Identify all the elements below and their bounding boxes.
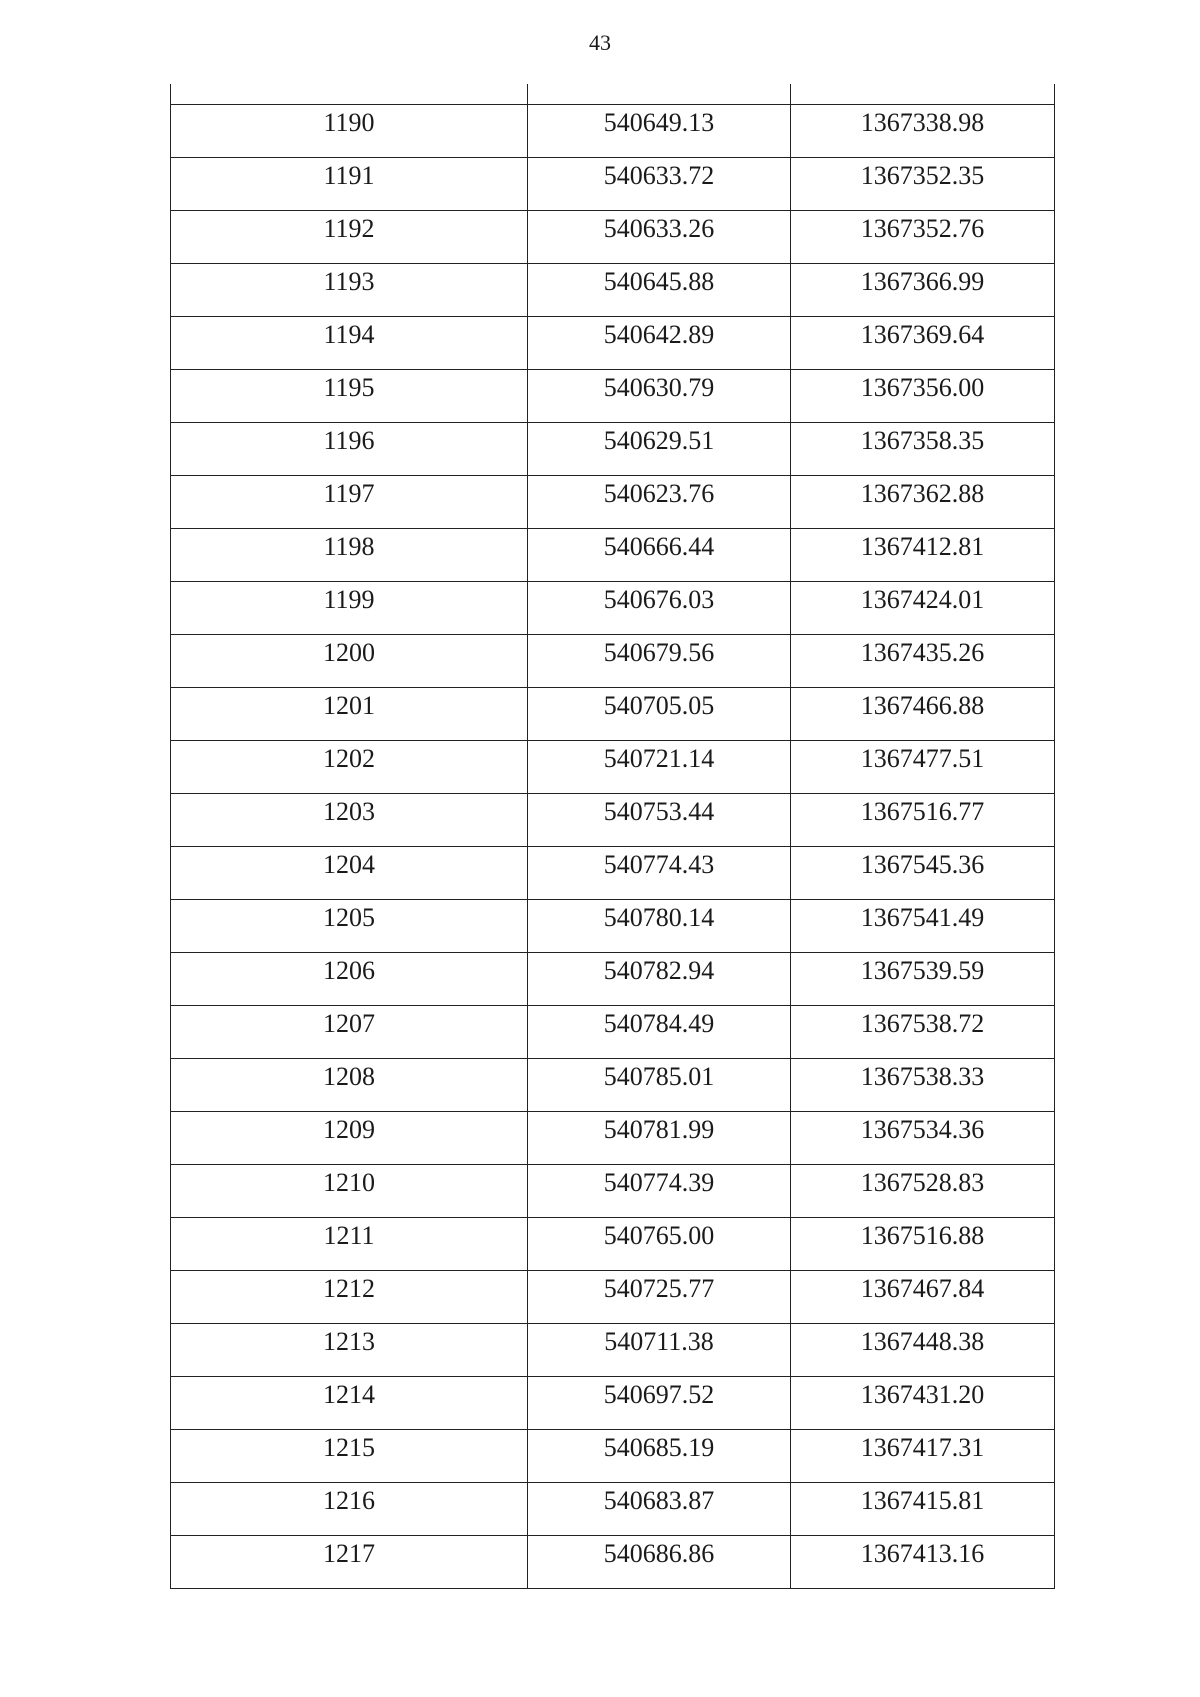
- table-row: [171, 157, 1055, 210]
- y-coordinate-cell: 1367356.00: [791, 369, 1055, 422]
- x-coordinate-cell: 540697.52: [528, 1376, 791, 1429]
- table-cell: [171, 84, 528, 104]
- table-row: [171, 316, 1055, 369]
- x-coordinate-cell: 540781.99: [528, 1111, 791, 1164]
- table-row: [171, 210, 1055, 263]
- point-number-cell: 1208: [171, 1058, 528, 1111]
- point-number-cell: 1206: [171, 952, 528, 1005]
- y-coordinate-cell: 1367477.51: [791, 740, 1055, 793]
- point-number-cell: 1217: [171, 1535, 528, 1588]
- table-row: [171, 475, 1055, 528]
- table-row: [171, 1429, 1055, 1482]
- point-number-cell: 1197: [171, 475, 528, 528]
- table-row: [171, 369, 1055, 422]
- y-coordinate-cell: 1367528.83: [791, 1164, 1055, 1217]
- x-coordinate-cell: 540774.43: [528, 846, 791, 899]
- y-coordinate-cell: 1367448.38: [791, 1323, 1055, 1376]
- point-number-cell: 1198: [171, 528, 528, 581]
- table-row: [171, 1058, 1055, 1111]
- point-number-cell: 1195: [171, 369, 528, 422]
- point-number-cell: 1210: [171, 1164, 528, 1217]
- point-number-cell: 1192: [171, 210, 528, 263]
- point-number-cell: 1216: [171, 1482, 528, 1535]
- point-number-cell: 1203: [171, 793, 528, 846]
- x-coordinate-cell: 540623.76: [528, 475, 791, 528]
- table-cell: [528, 84, 791, 104]
- table-row: [171, 1217, 1055, 1270]
- table-row: [171, 422, 1055, 475]
- x-coordinate-cell: 540686.86: [528, 1535, 791, 1588]
- x-coordinate-cell: 540630.79: [528, 369, 791, 422]
- x-coordinate-cell: 540666.44: [528, 528, 791, 581]
- table-row: [171, 846, 1055, 899]
- x-coordinate-cell: 540633.72: [528, 157, 791, 210]
- table-row: [171, 1482, 1055, 1535]
- y-coordinate-cell: 1367413.16: [791, 1535, 1055, 1588]
- y-coordinate-cell: 1367415.81: [791, 1482, 1055, 1535]
- point-number-cell: 1202: [171, 740, 528, 793]
- x-coordinate-cell: 540765.00: [528, 1217, 791, 1270]
- table-row: [171, 740, 1055, 793]
- table-row: [171, 528, 1055, 581]
- point-number-cell: 1200: [171, 634, 528, 687]
- y-coordinate-cell: 1367466.88: [791, 687, 1055, 740]
- table-row: [171, 952, 1055, 1005]
- table-continuation-row: [171, 84, 1055, 104]
- x-coordinate-cell: 540676.03: [528, 581, 791, 634]
- x-coordinate-cell: 540784.49: [528, 1005, 791, 1058]
- y-coordinate-cell: 1367352.76: [791, 210, 1055, 263]
- x-coordinate-cell: 540633.26: [528, 210, 791, 263]
- y-coordinate-cell: 1367541.49: [791, 899, 1055, 952]
- y-coordinate-cell: 1367424.01: [791, 581, 1055, 634]
- table-row: [171, 687, 1055, 740]
- y-coordinate-cell: 1367366.99: [791, 263, 1055, 316]
- table-row: [171, 104, 1055, 157]
- table-row: [171, 634, 1055, 687]
- point-number-cell: 1194: [171, 316, 528, 369]
- point-number-cell: 1215: [171, 1429, 528, 1482]
- x-coordinate-cell: 540785.01: [528, 1058, 791, 1111]
- page-number: 43: [589, 30, 611, 55]
- y-coordinate-cell: 1367539.59: [791, 952, 1055, 1005]
- table-row: [171, 1164, 1055, 1217]
- point-number-cell: 1193: [171, 263, 528, 316]
- y-coordinate-cell: 1367369.64: [791, 316, 1055, 369]
- x-coordinate-cell: 540782.94: [528, 952, 791, 1005]
- table-row: [171, 1270, 1055, 1323]
- y-coordinate-cell: 1367516.88: [791, 1217, 1055, 1270]
- x-coordinate-cell: 540774.39: [528, 1164, 791, 1217]
- y-coordinate-cell: 1367545.36: [791, 846, 1055, 899]
- table-row: [171, 793, 1055, 846]
- table-cell: [791, 84, 1055, 104]
- point-number-cell: 1201: [171, 687, 528, 740]
- coordinates-table: [170, 84, 1055, 1589]
- table-row: [171, 1111, 1055, 1164]
- x-coordinate-cell: 540753.44: [528, 793, 791, 846]
- x-coordinate-cell: 540721.14: [528, 740, 791, 793]
- table-row: [171, 1005, 1055, 1058]
- x-coordinate-cell: 540645.88: [528, 263, 791, 316]
- point-number-cell: 1207: [171, 1005, 528, 1058]
- point-number-cell: 1196: [171, 422, 528, 475]
- x-coordinate-cell: 540685.19: [528, 1429, 791, 1482]
- y-coordinate-cell: 1367538.72: [791, 1005, 1055, 1058]
- point-number-cell: 1209: [171, 1111, 528, 1164]
- x-coordinate-cell: 540649.13: [528, 104, 791, 157]
- table-row: [171, 581, 1055, 634]
- y-coordinate-cell: 1367516.77: [791, 793, 1055, 846]
- y-coordinate-cell: 1367467.84: [791, 1270, 1055, 1323]
- table-row: [171, 1535, 1055, 1588]
- y-coordinate-cell: 1367358.35: [791, 422, 1055, 475]
- x-coordinate-cell: 540679.56: [528, 634, 791, 687]
- point-number-cell: 1214: [171, 1376, 528, 1429]
- x-coordinate-cell: 540780.14: [528, 899, 791, 952]
- x-coordinate-cell: 540629.51: [528, 422, 791, 475]
- coordinates-table-body: [171, 84, 1055, 1588]
- point-number-cell: 1204: [171, 846, 528, 899]
- table-row: [171, 1376, 1055, 1429]
- x-coordinate-cell: 540725.77: [528, 1270, 791, 1323]
- x-coordinate-cell: 540642.89: [528, 316, 791, 369]
- y-coordinate-cell: 1367412.81: [791, 528, 1055, 581]
- table-row: [171, 1323, 1055, 1376]
- point-number-cell: 1199: [171, 581, 528, 634]
- y-coordinate-cell: 1367352.35: [791, 157, 1055, 210]
- table-row: [171, 899, 1055, 952]
- y-coordinate-cell: 1367338.98: [791, 104, 1055, 157]
- point-number-cell: 1205: [171, 899, 528, 952]
- point-number-cell: 1212: [171, 1270, 528, 1323]
- table-row: [171, 263, 1055, 316]
- x-coordinate-cell: 540705.05: [528, 687, 791, 740]
- x-coordinate-cell: 540711.38: [528, 1323, 791, 1376]
- point-number-cell: 1213: [171, 1323, 528, 1376]
- point-number-cell: 1190: [171, 104, 528, 157]
- y-coordinate-cell: 1367435.26: [791, 634, 1055, 687]
- y-coordinate-cell: 1367417.31: [791, 1429, 1055, 1482]
- y-coordinate-cell: 1367534.36: [791, 1111, 1055, 1164]
- y-coordinate-cell: 1367362.88: [791, 475, 1055, 528]
- x-coordinate-cell: 540683.87: [528, 1482, 791, 1535]
- point-number-cell: 1191: [171, 157, 528, 210]
- y-coordinate-cell: 1367538.33: [791, 1058, 1055, 1111]
- point-number-cell: 1211: [171, 1217, 528, 1270]
- y-coordinate-cell: 1367431.20: [791, 1376, 1055, 1429]
